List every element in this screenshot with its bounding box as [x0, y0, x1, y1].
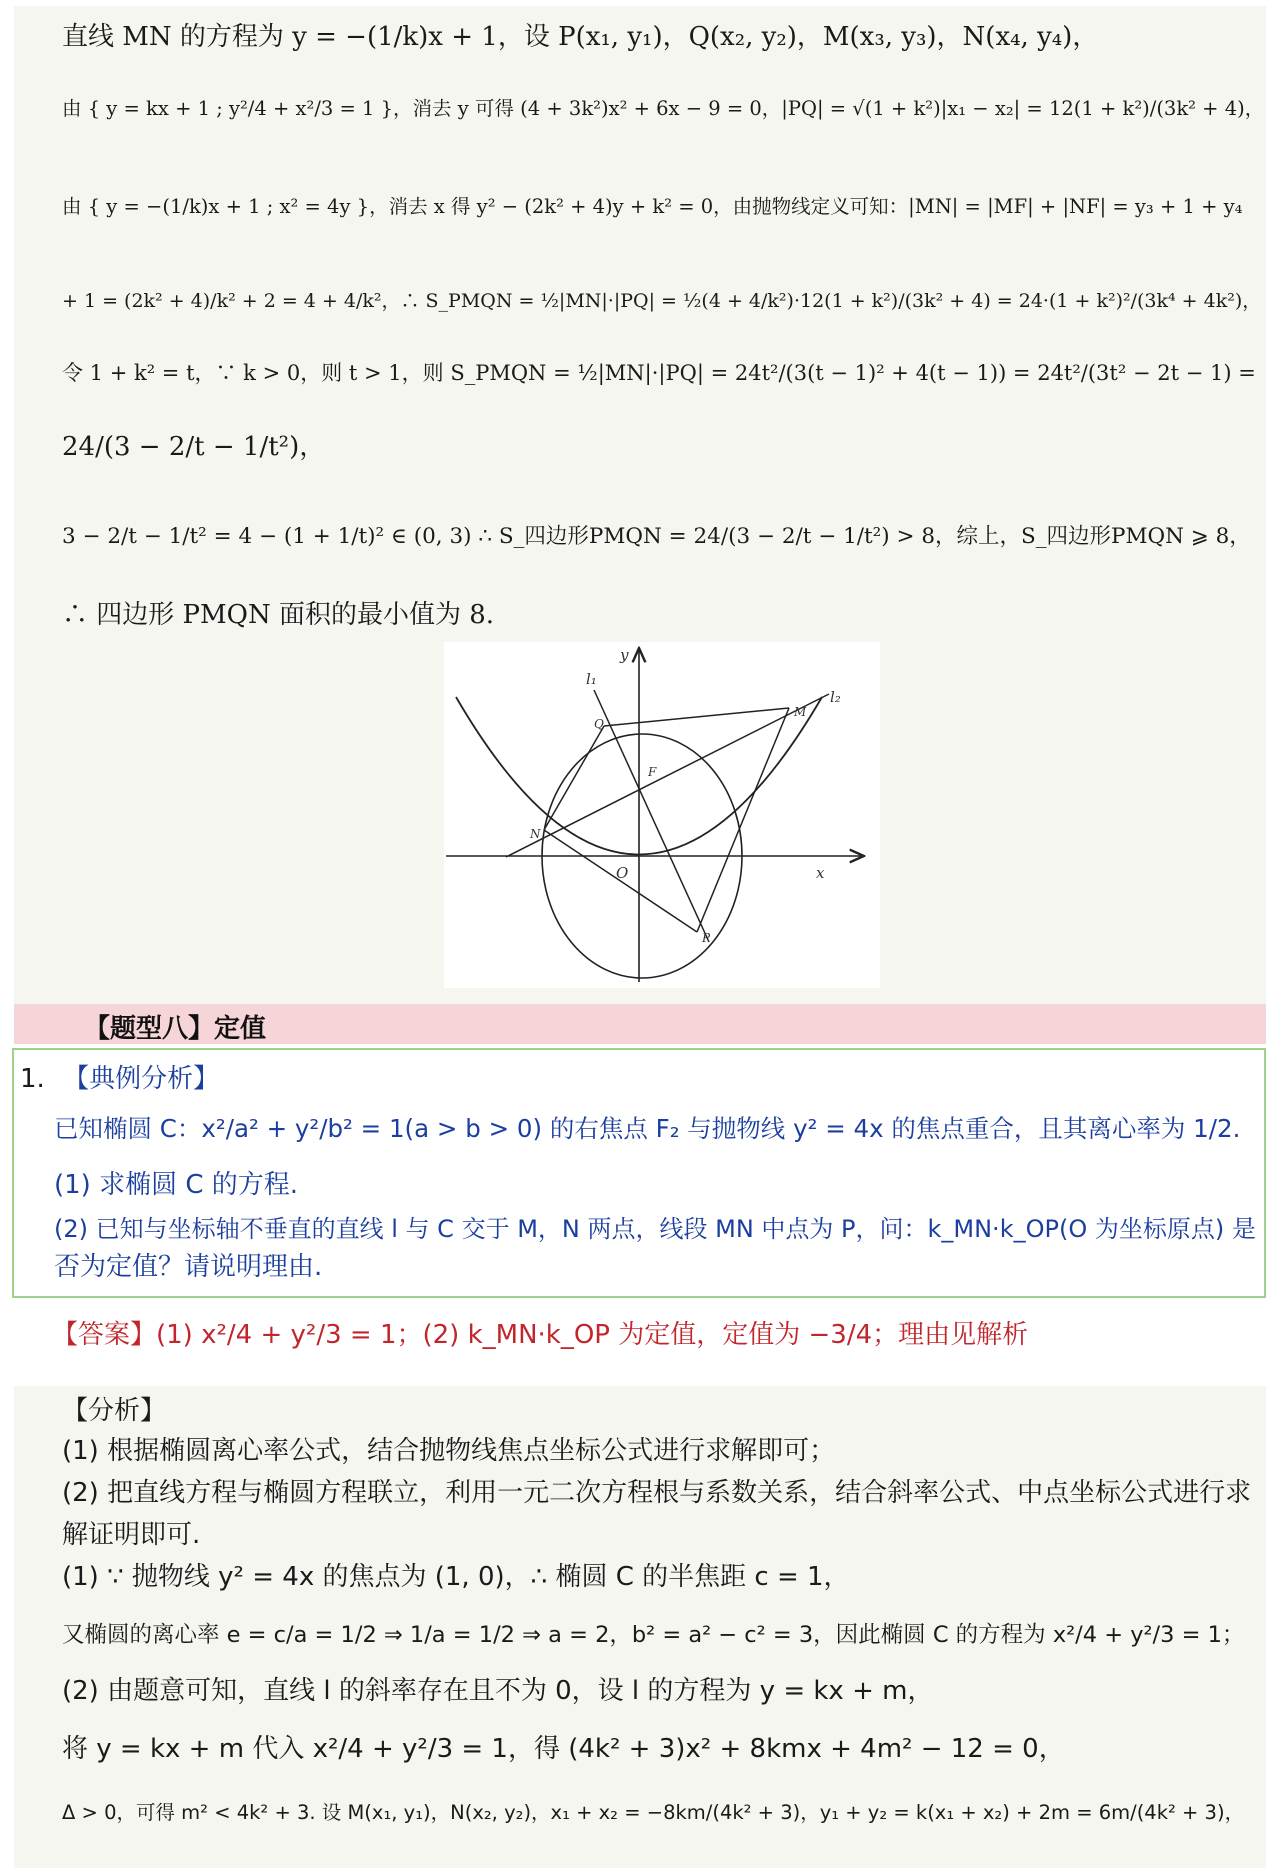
geometry-svg	[444, 642, 880, 988]
analysis-line-4: (1) ∵ 抛物线 y² = 4x 的焦点为 (1, 0)，∴ 椭圆 C 的半焦距 c = 1，	[62, 1562, 850, 1592]
analysis-line-8: Δ > 0，可得 m² < 4k² + 3. 设 M(x₁, y₁)，N(x₂, y₂)，x₁ + x₂ = −8km/(4k² + 3)，y₁ + y₂ = k(x₁ + x₂) + 2m = 6m/(4k² + 3)，	[62, 1801, 1245, 1824]
analysis-line-7: 将 y = kx + m 代入 x²/4 + y²/3 = 1，得 (4k² + 3)x² + 8kmx + 4m² − 12 = 0，	[62, 1734, 1065, 1764]
edge-QM	[604, 708, 789, 726]
solution-line-5: 令 1 + k² = t，∵ k > 0，则 t > 1，则 S_PMQN = ½|MN|·|PQ| = 24t²/(3(t − 1)² + 4(t − 1)) = 24t²/(3t² − 2t − 1) =	[62, 361, 1256, 385]
label-l2: l₂	[830, 688, 841, 706]
answer-line: 【答案】(1) x²/4 + y²/3 = 1；(2) k_MN·k_OP 为定值，定值为 −3/4；理由见解析	[52, 1320, 1029, 1350]
geometry-figure	[444, 642, 880, 988]
example-heading-row	[20, 1062, 219, 1096]
solution-line-2: 由 { y = kx + 1 ; y²/4 + x²/3 = 1 }，消去 y 可得 (4 + 3k²)x² + 6x − 9 = 0，|PQ| = √(1 + k²)|x₁ − x₂| = 12(1 + k²)/(3k² + 4)，	[62, 97, 1265, 120]
line-l1	[594, 690, 709, 942]
analysis-line-6: (2) 由题意可知，直线 l 的斜率存在且不为 0，设 l 的方程为 y = kx + m，	[62, 1676, 934, 1706]
analysis-heading: 【分析】	[62, 1396, 167, 1426]
label-M: M	[794, 705, 807, 719]
edge-NQ	[544, 726, 604, 830]
analysis-line-1: (1) 根据椭圆离心率公式，结合抛物线焦点坐标公式进行求解即可；	[62, 1436, 836, 1466]
example-question-2-line-2: 否为定值？请说明理由.	[54, 1252, 323, 1282]
section-band	[14, 1004, 1266, 1044]
solution-line-7: 3 − 2/t − 1/t² = 4 − (1 + 1/t)² ∈ (0, 3) ∴ S_四边形PMQN = 24/(3 − 2/t − 1/t²) > 8，综上，S_四边形PMQN ⩾ 8，	[62, 524, 1251, 549]
section-title: 【题型八】定值	[84, 1014, 267, 1044]
label-N: N	[530, 827, 541, 841]
label-F: F	[648, 765, 657, 779]
analysis-line-3: 解证明即可.	[62, 1520, 201, 1550]
analysis-line-5: 又椭圆的离心率 e = c/a = 1/2 ⇒ 1/a = 1/2 ⇒ a = 2，b² = a² − c² = 3，因此椭圆 C 的方程为 x²/4 + y²/3 = 1；	[62, 1622, 1245, 1648]
label-Q: Q	[594, 717, 604, 731]
label-x: x	[816, 864, 825, 882]
solution-conclusion: ∴ 四边形 PMQN 面积的最小值为 8.	[62, 600, 495, 630]
solution-line-6: 24/(3 − 2/t − 1/t²)，	[62, 432, 326, 462]
example-question-1: (1) 求椭圆 C 的方程.	[54, 1170, 299, 1200]
example-stem: 已知椭圆 C：x²/a² + y²/b² = 1(a > b > 0) 的右焦点 F₂ 与抛物线 y² = 4x 的焦点重合，且其离心率为 1/2.	[54, 1114, 1241, 1143]
example-heading: 【典例分析】	[63, 1064, 220, 1094]
edge-MP	[697, 708, 789, 932]
analysis-line-2: (2) 把直线方程与椭圆方程联立，利用一元二次方程根与系数关系，结合斜率公式、中点坐标公式进行求	[62, 1478, 1252, 1508]
label-y: y	[620, 646, 629, 664]
label-origin: O	[616, 864, 629, 882]
example-box	[12, 1048, 1266, 1298]
example-number: 1.	[20, 1064, 45, 1094]
line-l2	[506, 694, 829, 857]
label-l1: l₁	[586, 670, 597, 688]
solution-line-4: + 1 = (2k² + 4)/k² + 2 = 4 + 4/k²，∴ S_PMQN = ½|MN|·|PQ| = ½(4 + 4/k²)·12(1 + k²)/(3k² + 4) = 24·(1 + k²)²/(3k⁴ + 4k²)，	[62, 290, 1262, 312]
example-question-2-line-1: (2) 已知与坐标轴不垂直的直线 l 与 C 交于 M，N 两点，线段 MN 中点为 P，问：k_MN·k_OP(O 为坐标原点) 是	[54, 1215, 1256, 1243]
solution-line-3: 由 { y = −(1/k)x + 1 ; x² = 4y }，消去 x 得 y² − (2k² + 4)y + k² = 0，由抛物线定义可知：|MN| = |MF| + |NF| = y₃ + 1 + y₄	[62, 195, 1243, 218]
label-P: P	[702, 931, 711, 945]
solution-line-1: 直线 MN 的方程为 y = −(1/k)x + 1，设 P(x₁, y₁)，Q(x₂, y₂)，M(x₃, y₃)，N(x₄, y₄)，	[62, 22, 1099, 52]
